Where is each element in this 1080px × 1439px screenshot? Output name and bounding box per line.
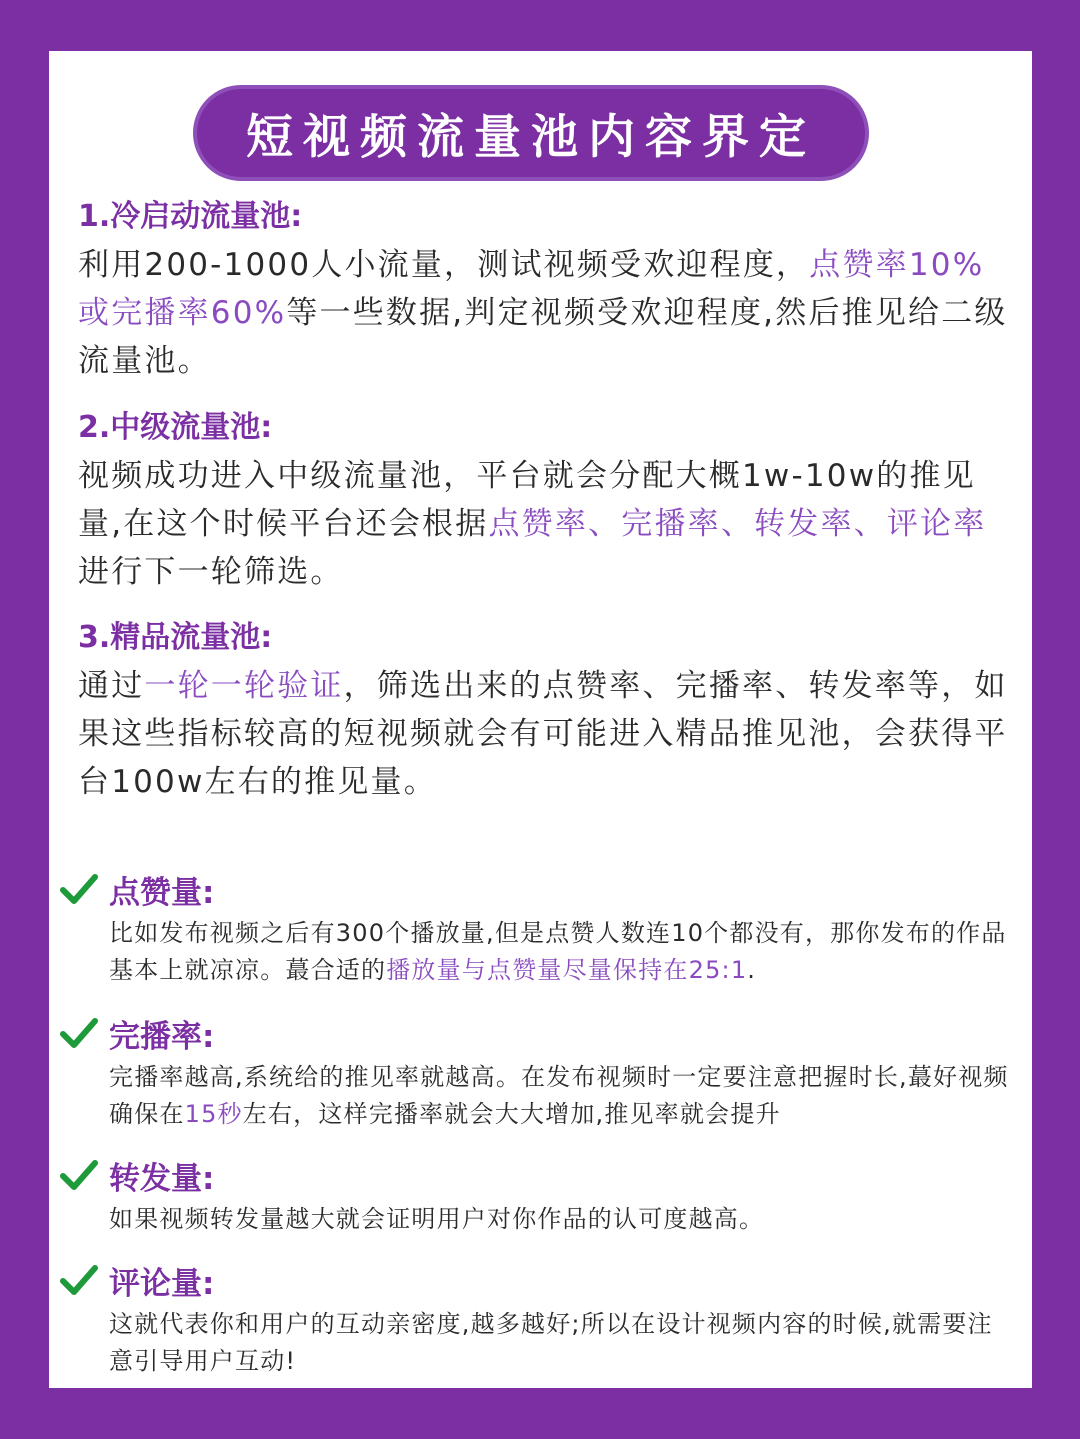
section-heading: 2.中级流量池:: [78, 410, 273, 445]
item-title: 转发量:: [109, 1160, 215, 1197]
check-icon: [59, 869, 99, 909]
check-icon: [59, 1155, 99, 1195]
section-premium: [78, 618, 1008, 806]
content-card: [49, 51, 1032, 1388]
item-title: 完播率:: [109, 1018, 215, 1055]
item-likes: [59, 867, 1009, 989]
item-comments: [59, 1258, 1009, 1380]
title-banner: [193, 85, 869, 181]
section-heading: 1.冷启动流量池:: [78, 199, 303, 234]
section-body: 视频成功进入中级流量池，平台就会分配大概1w-10w的推见量,在这个时候平台还会根据点赞率、完播率、转发率、评论率进行下一轮筛选。: [78, 458, 987, 590]
item-completion-rate: [59, 1011, 1009, 1133]
section-mid-level: [78, 408, 1008, 596]
item-shares: [59, 1153, 1009, 1238]
item-body: 比如发布视频之后有300个播放量,但是点赞人数连10个都没有，那你发布的作品基本上就凉凉。蕞合适的播放量与点赞量尽量保持在25:1.: [109, 919, 1007, 984]
item-body: 这就代表你和用户的互动亲密度,越多越好;所以在设计视频内容的时候,就需要注意引导用户互动!: [109, 1310, 993, 1375]
item-body: 完播率越高,系统给的推见率就越高。在发布视频时一定要注意把握时长,蕞好视频确保在15秒左右，这样完播率就会大大增加,推见率就会提升: [109, 1063, 1009, 1128]
section-heading: 3.精品流量池:: [78, 620, 273, 655]
check-icon: [59, 1013, 99, 1053]
section-body: 利用200-1000人小流量，测试视频受欢迎程度，点赞率10%或完播率60%等一些数据,判定视频受欢迎程度,然后推见给二级流量池。: [78, 247, 1008, 379]
item-title: 评论量:: [109, 1265, 215, 1302]
section-body: 通过一轮一轮验证，筛选出来的点赞率、完播率、转发率等，如果这些指标较高的短视频就会有可能进入精品推见池，会获得平台100w左右的推见量。: [78, 668, 1008, 800]
item-title: 点赞量:: [109, 874, 215, 911]
page-title: 短视频流量池内容界定: [246, 109, 816, 165]
section-cold-start: [78, 197, 1008, 385]
check-icon: [59, 1260, 99, 1300]
item-body: 如果视频转发量越大就会证明用户对你作品的认可度越高。: [109, 1205, 765, 1233]
